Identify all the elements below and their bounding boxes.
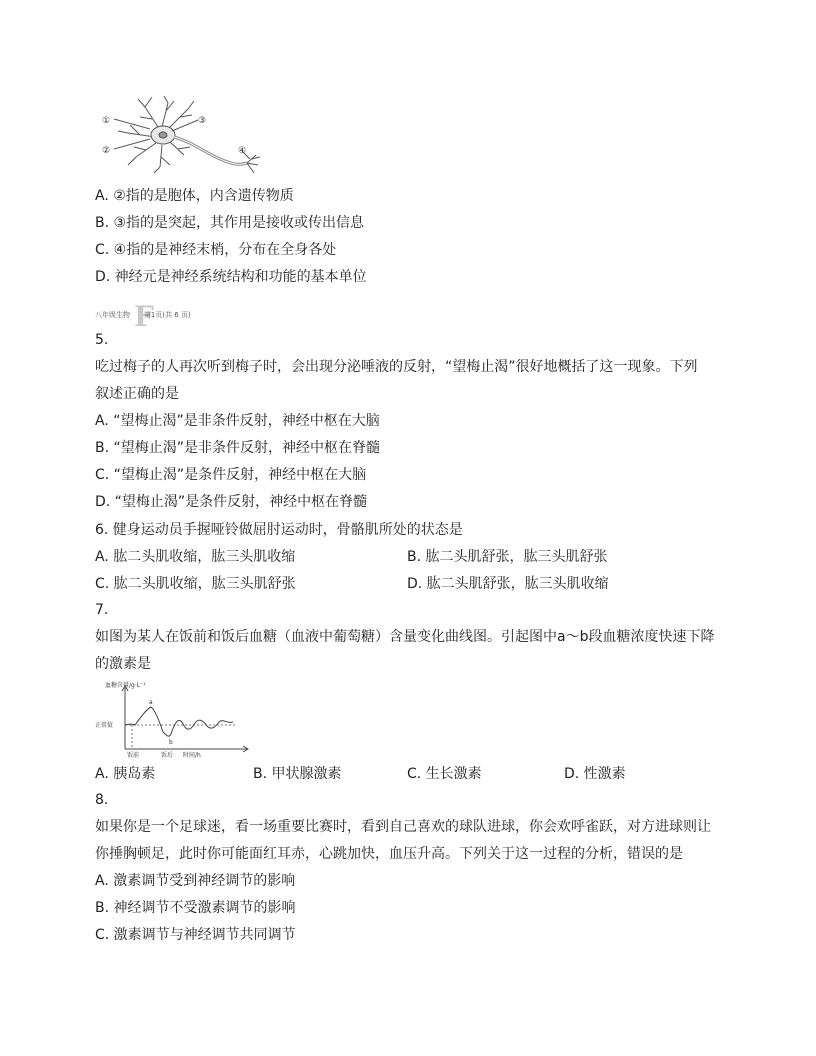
q4-option-c: C. ④指的是神经末梢，分布在全身各处 bbox=[95, 242, 337, 258]
q5-option-b: B. “望梅止渴”是非条件反射，神经中枢在脊髓 bbox=[95, 440, 381, 456]
chart-before-label: 饭前 bbox=[127, 752, 140, 759]
q7-option-c: C. 生长激素 bbox=[407, 766, 482, 782]
q5-option-a: A. “望梅止渴”是非条件反射，神经中枢在大脑 bbox=[95, 413, 380, 429]
q6-option-a: A. 肱二头肌收缩，肱三头肌收缩 bbox=[95, 549, 296, 565]
footer-watermark-f: F bbox=[134, 300, 154, 333]
neuron-figure bbox=[100, 95, 265, 175]
blood-sugar-chart bbox=[95, 680, 255, 760]
chart-point-a: a bbox=[149, 699, 153, 706]
q7-number: 7. bbox=[95, 602, 109, 618]
label-3: ③ bbox=[198, 116, 207, 126]
q7-option-a: A. 胰岛素 bbox=[95, 766, 156, 782]
q7-option-b: B. 甲状腺激素 bbox=[253, 766, 342, 782]
q8-stem-line1: 如果你是一个足球迷，看一场重要比赛时，看到自己喜欢的球队进球，你会欢呼雀跃，对方进球则让 bbox=[95, 819, 711, 835]
chart-after-label: 饭后 bbox=[161, 752, 174, 759]
label-2: ② bbox=[102, 146, 111, 156]
q5-stem-line2: 叙述正确的是 bbox=[95, 386, 179, 402]
q8-number: 8. bbox=[95, 792, 109, 808]
q5-number: 5. bbox=[95, 332, 109, 348]
label-4: ④ bbox=[238, 146, 247, 156]
q6-option-c: C. 肱二头肌收缩，肱三头肌舒张 bbox=[95, 576, 296, 592]
q4-option-b: B. ③指的是突起，其作用是接收或传出信息 bbox=[95, 215, 365, 231]
q5-stem-line1: 吃过梅子的人再次听到梅子时，会出现分泌唾液的反射，“望梅止渴”很好地概括了这一现象。下列 bbox=[95, 359, 698, 375]
q8-option-c: C. 激素调节与神经调节共同调节 bbox=[95, 927, 296, 943]
q8-option-b: B. 神经调节不受激素调节的影响 bbox=[95, 900, 296, 916]
q7-stem-line2: 的激素是 bbox=[95, 656, 151, 672]
q6-option-d: D. 肱二头肌舒张，肱三头肌收缩 bbox=[407, 576, 609, 592]
chart-point-b: b bbox=[169, 739, 173, 746]
q7-stem-line1: 如图为某人在饭前和饭后血糖（血液中葡萄糖）含量变化曲线图。引起图中a～b段血糖浓度快速下降 bbox=[95, 629, 715, 645]
q4-option-a: A. ②指的是胞体，内含遗传物质 bbox=[95, 188, 294, 204]
q8-option-a: A. 激素调节受到神经调节的影响 bbox=[95, 873, 296, 889]
q5-option-c: C. “望梅止渴”是条件反射，神经中枢在大脑 bbox=[95, 467, 367, 483]
footer-page: 第1页(共 6 页) bbox=[143, 311, 191, 319]
label-1: ① bbox=[102, 116, 111, 126]
chart-normal-label: 正常值 bbox=[95, 722, 114, 729]
q8-stem-line2: 你捶胸顿足，此时你可能面红耳赤，心跳加快，血压升高。下列关于这一过程的分析，错误的是 bbox=[95, 846, 683, 862]
page-footer bbox=[95, 300, 191, 333]
chart-xlabel: 时间/h bbox=[183, 752, 201, 759]
q7-option-d: D. 性激素 bbox=[564, 766, 626, 782]
footer-subject: 八年级生物 bbox=[95, 311, 130, 319]
q6-stem: 6. 健身运动员手握哑铃做屈肘运动时，骨骼肌所处的状态是 bbox=[95, 522, 463, 538]
chart-ylabel: 血糖含量/g·L⁻¹ bbox=[105, 682, 146, 689]
q6-option-b: B. 肱二头肌舒张，肱三头肌舒张 bbox=[407, 549, 608, 565]
q5-option-d: D. “望梅止渴”是条件反射，神经中枢在脊髓 bbox=[95, 494, 368, 510]
q4-option-d: D. 神经元是神经系统结构和功能的基本单位 bbox=[95, 269, 367, 285]
